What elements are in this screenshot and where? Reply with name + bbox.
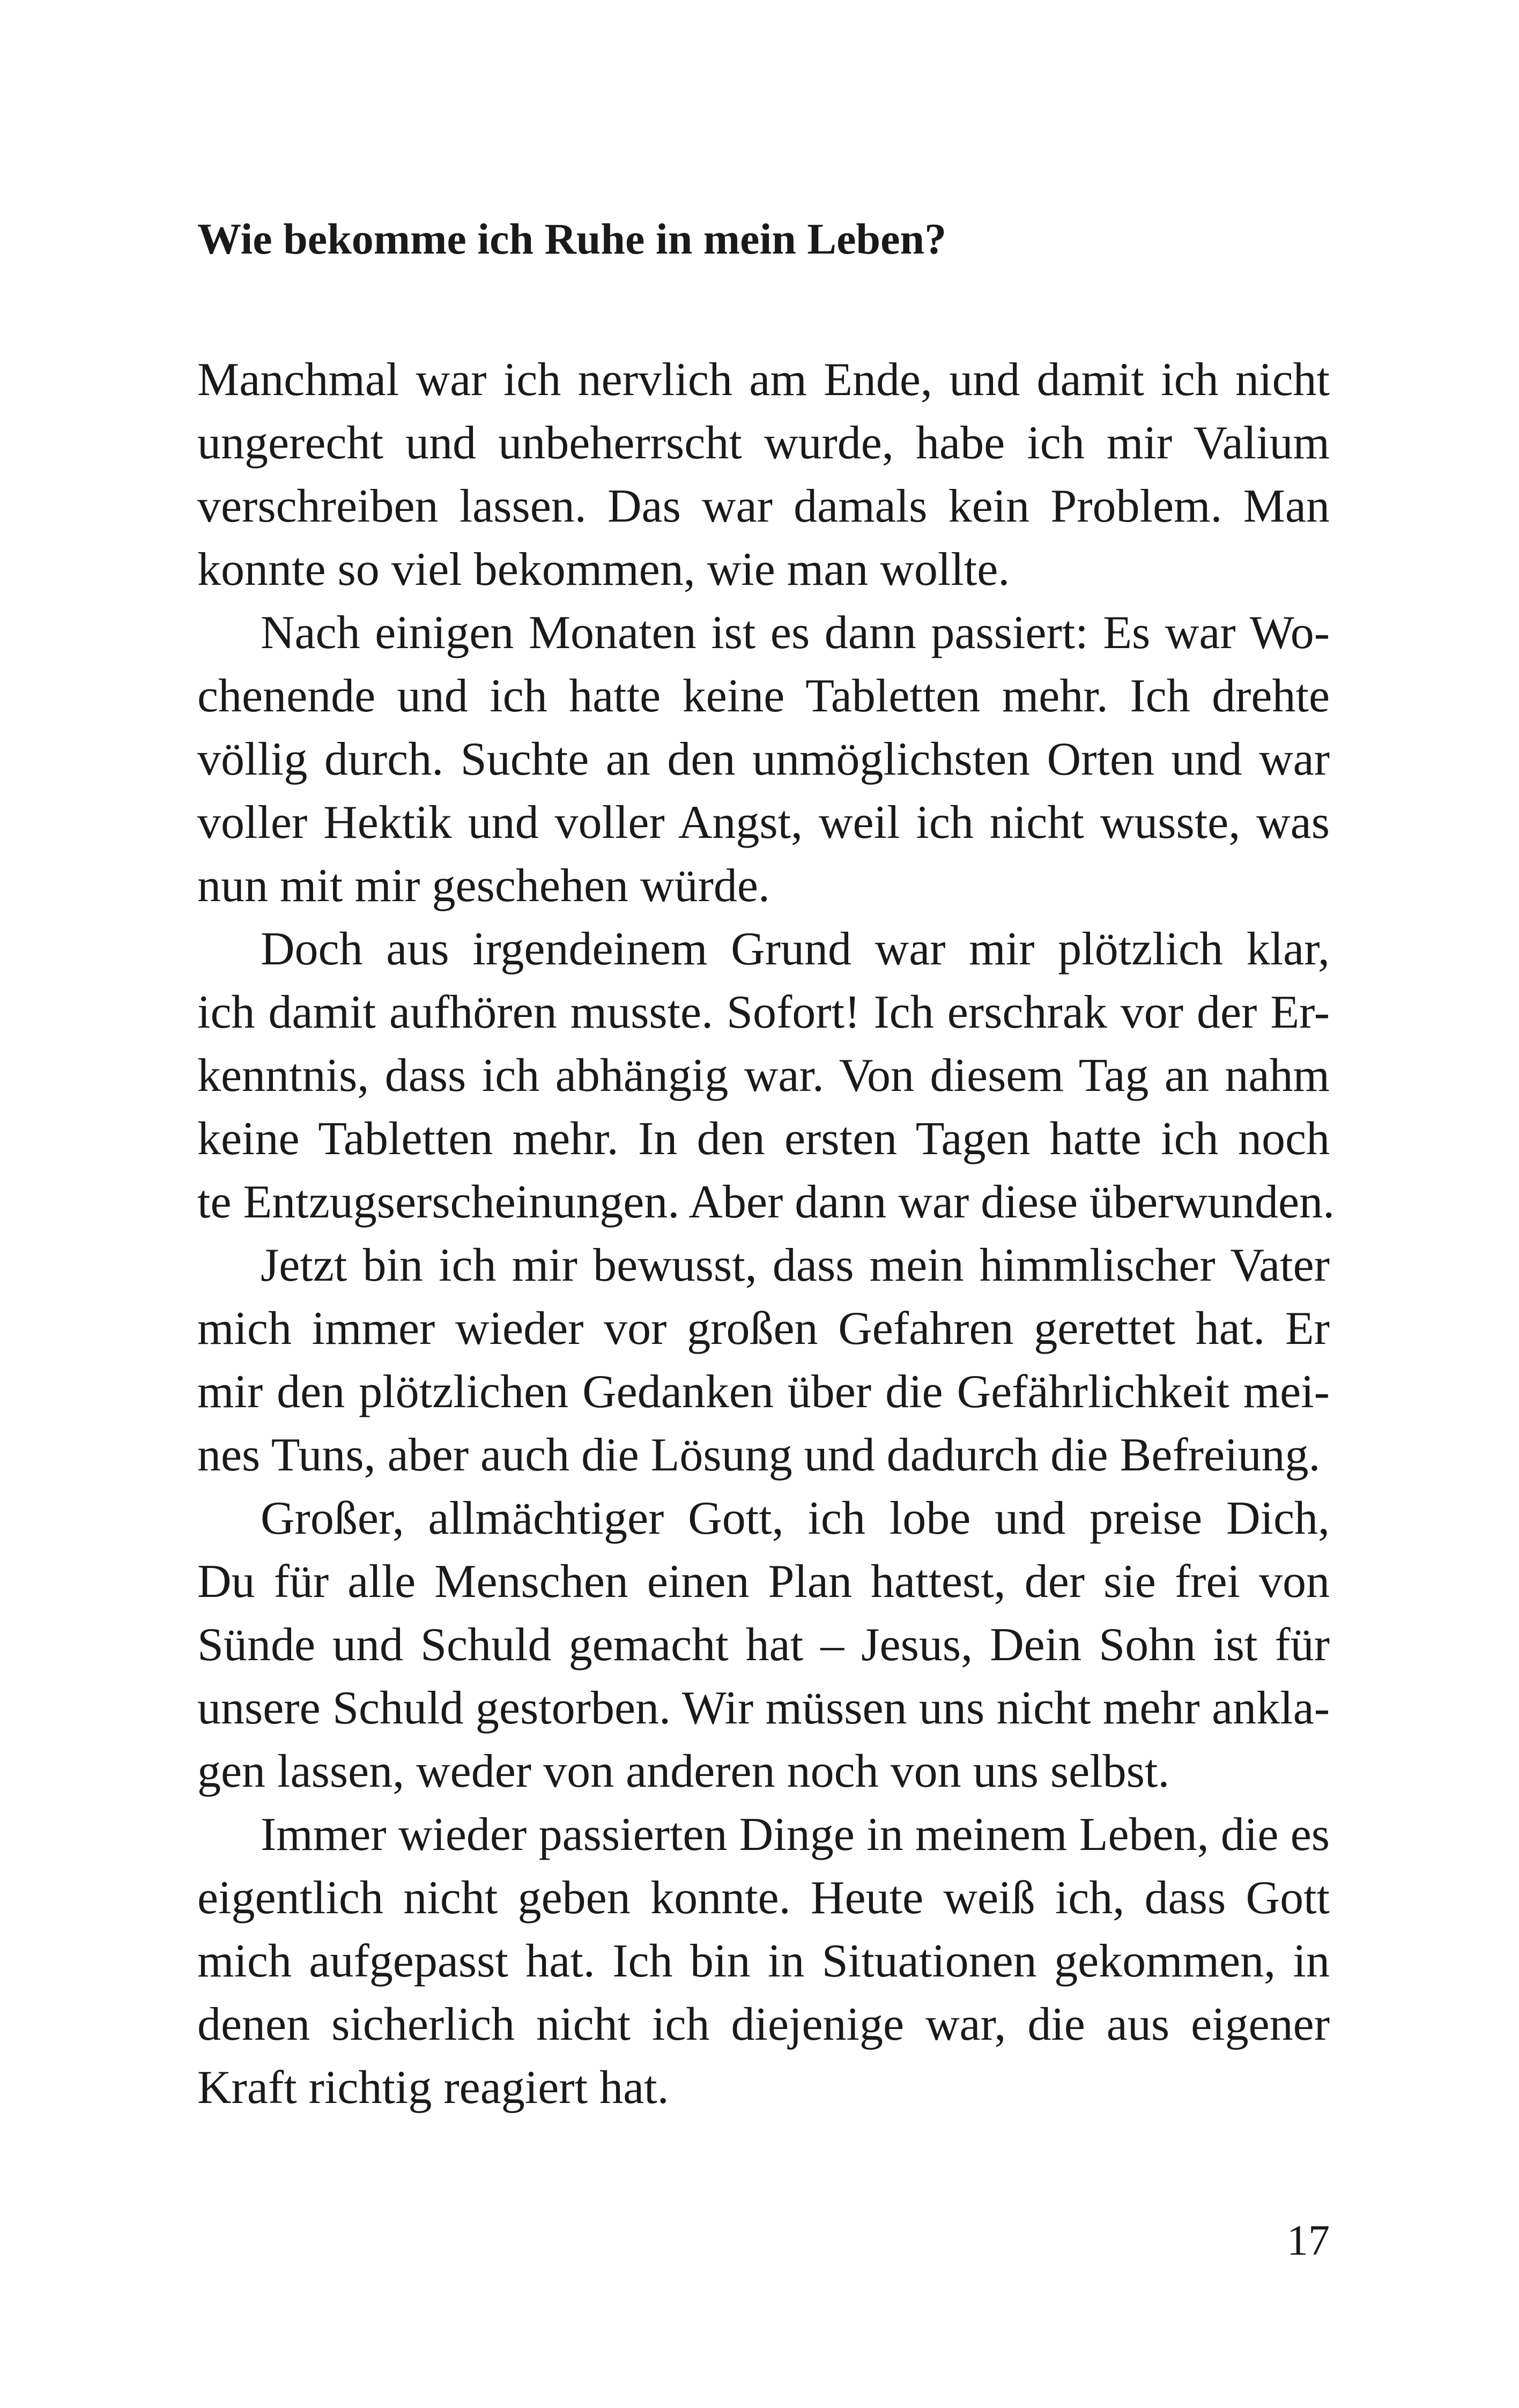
text-line: voller Hektik und voller Angst, weil ich nicht wusste, was <box>197 797 1330 849</box>
text-line: Immer wieder passierten Dinge in meinem Leben, die es <box>261 1809 1330 1861</box>
text-line: Du für alle Menschen einen Plan hattest, der sie frei von <box>197 1556 1330 1608</box>
text-line: Großer, allmächtiger Gott, ich lobe und preise Dich, <box>261 1492 1330 1544</box>
text-line: nes Tuns, aber auch die Lösung und dadurch die Befreiung. <box>197 1429 1321 1481</box>
page-number: 17 <box>1287 2217 1330 2264</box>
text-line: mir den plötzlichen Gedanken über die Gefährlichkeit mei- <box>197 1366 1330 1418</box>
text-line: keine Tabletten mehr. In den ersten Tagen hatte ich noch <box>197 1113 1330 1165</box>
text-line: unsere Schuld gestorben. Wir müssen uns nicht mehr ankla- <box>197 1682 1330 1734</box>
text-line: mich aufgepasst hat. Ich bin in Situationen gekommen, in <box>197 1935 1330 1987</box>
text-line: Doch aus irgendeinem Grund war mir plötzlich klar, <box>261 923 1330 975</box>
text-line: gen lassen, weder von anderen noch von uns selbst. <box>197 1745 1170 1797</box>
chapter-heading: Wie bekomme ich Ruhe in mein Leben? <box>197 214 947 263</box>
text-line: ungerecht und unbeherrscht wurde, habe ich mir Valium <box>197 417 1330 469</box>
text-line: Sünde und Schuld gemacht hat – Jesus, Dein Sohn ist für <box>197 1619 1330 1671</box>
text-line: kenntnis, dass ich abhängig war. Von diesem Tag an nahm <box>197 1050 1330 1102</box>
text-line: mich immer wieder vor großen Gefahren gerettet hat. Er <box>197 1303 1330 1355</box>
text-line: eigentlich nicht geben konnte. Heute weiß ich, dass Gott <box>197 1872 1330 1924</box>
text-line: nun mit mir geschehen würde. <box>197 860 770 912</box>
text-line: te Entzugserscheinungen. Aber dann war diese überwunden. <box>197 1176 1335 1228</box>
text-line: verschreiben lassen. Das war damals kein Problem. Man <box>197 480 1330 532</box>
text-line: chenende und ich hatte keine Tabletten mehr. Ich drehte <box>197 670 1330 722</box>
text-line: Manchmal war ich nervlich am Ende, und damit ich nicht <box>197 354 1330 406</box>
text-line: ich damit aufhören musste. Sofort! Ich erschrak vor der Er- <box>197 986 1330 1038</box>
text-line: völlig durch. Suchte an den unmöglichsten Orten und war <box>197 733 1330 785</box>
text-line: konnte so viel bekommen, wie man wollte. <box>197 544 1010 596</box>
text-line: Jetzt bin ich mir bewusst, dass mein himmlischer Vater <box>261 1239 1330 1291</box>
text-line: Nach einigen Monaten ist es dann passiert: Es war Wo- <box>261 607 1330 659</box>
body-text <box>197 348 1335 2120</box>
text-line: denen sicherlich nicht ich diejenige war, die aus eigener <box>197 1998 1330 2050</box>
text-line: Kraft richtig reagiert hat. <box>197 2062 669 2114</box>
